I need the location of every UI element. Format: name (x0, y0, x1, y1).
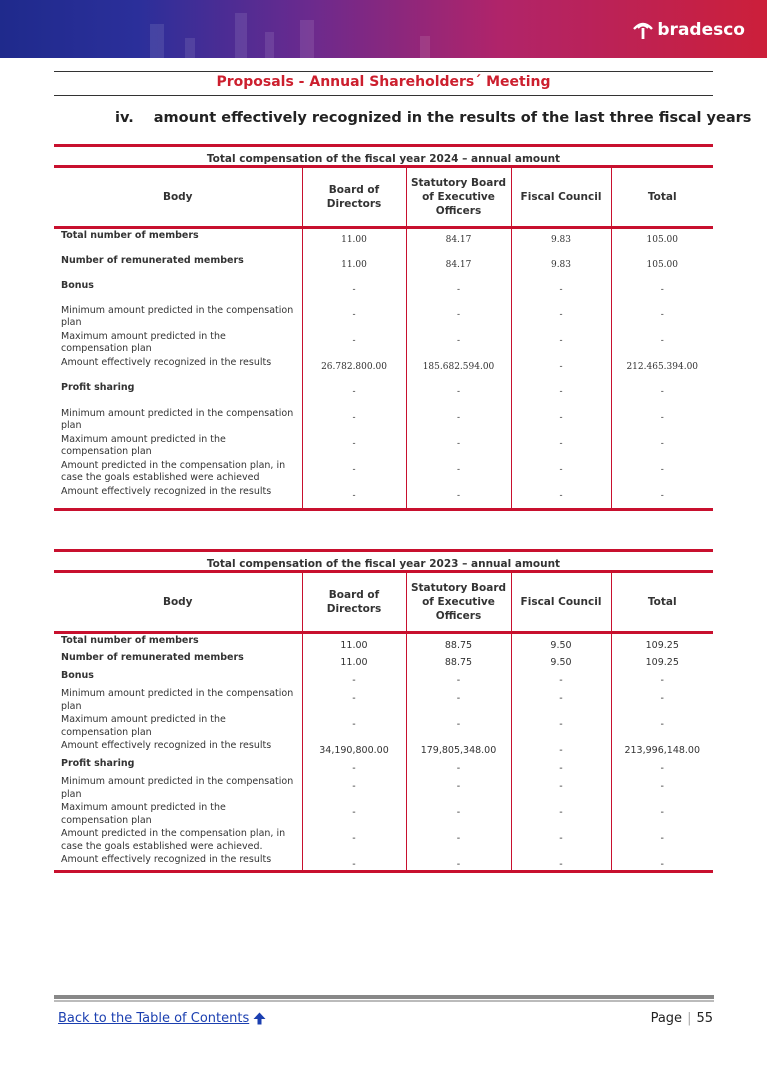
arrow-up-icon (253, 1012, 266, 1025)
row-value: - (611, 687, 713, 713)
row-value: 105.00 (611, 254, 713, 279)
row-label: Number of remunerated members (61, 652, 244, 663)
row-label: Maximum amount predicted in the compensation plan (61, 330, 226, 354)
row-value: - (611, 669, 713, 687)
row-value: - (511, 827, 611, 853)
header-rule-bottom (54, 95, 713, 96)
row-value: 213,996,148.00 (611, 739, 713, 757)
row-label: Profit sharing (61, 381, 135, 393)
footer-rule (54, 995, 714, 999)
table-row (54, 757, 713, 775)
row-label: Maximum amount predicted in the compensation plan (61, 802, 226, 826)
table-row (54, 330, 713, 356)
row-value: - (511, 330, 611, 356)
row-value: - (302, 433, 406, 459)
row-value: 34,190,800.00 (302, 739, 406, 757)
row-value: - (406, 775, 511, 801)
table-row (54, 827, 713, 853)
back-to-contents-link[interactable] (58, 1011, 266, 1026)
row-value: - (511, 801, 611, 827)
row-value: - (511, 669, 611, 687)
row-value: - (406, 279, 511, 304)
row-value: - (406, 433, 511, 459)
compensation-table-2023 (54, 549, 713, 873)
row-value: 88.75 (406, 633, 511, 652)
row-value: - (406, 485, 511, 510)
row-value: 9.83 (511, 254, 611, 279)
row-value: - (611, 330, 713, 356)
table-row (54, 669, 713, 687)
row-value: - (406, 757, 511, 775)
row-value: - (611, 381, 713, 407)
row-value: - (611, 775, 713, 801)
table-row (54, 801, 713, 827)
row-value: - (302, 304, 406, 330)
row-value: - (406, 669, 511, 687)
row-value: - (406, 687, 511, 713)
row-value: - (611, 801, 713, 827)
table-row (54, 485, 713, 510)
row-label: Amount predicted in the compensation plan, in case the goals established were achieved (61, 459, 286, 483)
row-value: - (611, 407, 713, 433)
row-value: 11.00 (302, 633, 406, 652)
row-value: - (302, 669, 406, 687)
row-label: Amount effectively recognized in the results (54, 485, 302, 510)
row-value: 212.465.394.00 (611, 356, 713, 381)
header-banner (0, 0, 767, 58)
row-value: - (302, 853, 406, 872)
row-label: Minimum amount predicted in the compensation plan (61, 688, 294, 712)
row-value: - (302, 330, 406, 356)
footer-rule-thin (54, 1000, 714, 1002)
row-label: Minimum amount predicted in the compensation plan (61, 776, 294, 800)
row-label: Total number of members (61, 230, 199, 241)
row-label: Bonus (61, 670, 94, 681)
row-value: - (302, 407, 406, 433)
row-value: 26.782.800.00 (302, 356, 406, 381)
row-label: Amount effectively recognized in the results (54, 853, 302, 872)
table-row (54, 254, 713, 279)
table-row (54, 713, 713, 739)
row-value: - (406, 304, 511, 330)
row-value: - (406, 713, 511, 739)
row-value: - (302, 381, 406, 407)
table-row (54, 775, 713, 801)
row-value: - (406, 853, 511, 872)
row-value: - (511, 757, 611, 775)
row-value: - (611, 485, 713, 510)
section-number: iv. (115, 110, 134, 126)
section-heading (115, 110, 751, 126)
row-value: - (511, 304, 611, 330)
row-value: - (511, 279, 611, 304)
table-row (54, 356, 713, 381)
row-value: 185.682.594.00 (406, 356, 511, 381)
row-value: 84.17 (406, 254, 511, 279)
row-value: - (302, 827, 406, 853)
row-value: 11.00 (302, 651, 406, 669)
row-value: 11.00 (302, 254, 406, 279)
row-value: - (611, 827, 713, 853)
table-row (54, 633, 713, 652)
row-value: 88.75 (406, 651, 511, 669)
page-number-value: 55 (696, 1011, 713, 1026)
table-title: Total compensation of the fiscal year 2024 – annual amount (54, 144, 713, 168)
row-value: - (302, 801, 406, 827)
column-header-body: Body (54, 573, 302, 633)
column-header-board-of-directors: Board of Directors (302, 168, 406, 228)
row-value: 105.00 (611, 228, 713, 254)
row-value: 109.25 (611, 651, 713, 669)
row-value: - (611, 853, 713, 872)
column-header-fiscal-council: Fiscal Council (511, 573, 611, 633)
column-header-body: Body (54, 168, 302, 228)
row-label: Minimum amount predicted in the compensation plan (61, 407, 294, 431)
column-header-board-of-directors: Board of Directors (302, 573, 406, 633)
table-row (54, 407, 713, 433)
row-value: - (406, 407, 511, 433)
column-header-total: Total (611, 573, 713, 633)
row-value: - (302, 757, 406, 775)
table-body (54, 633, 713, 872)
row-value: - (406, 330, 511, 356)
bradesco-tree-icon (632, 20, 654, 40)
row-value: - (611, 459, 713, 485)
row-value: - (511, 853, 611, 872)
row-label: Maximum amount predicted in the compensation plan (61, 433, 226, 457)
row-label: Bonus (61, 279, 94, 291)
row-value: - (511, 356, 611, 381)
table-row (54, 381, 713, 407)
row-value: - (611, 713, 713, 739)
row-label: Number of remunerated members (61, 254, 244, 266)
column-header-executive-officers: Statutory Board of Executive Officers (406, 573, 511, 633)
row-value: - (302, 459, 406, 485)
row-value: - (406, 801, 511, 827)
document-title: Proposals - Annual Shareholders´ Meeting (216, 74, 551, 90)
row-value: 109.25 (611, 633, 713, 652)
row-value: - (511, 433, 611, 459)
row-value: 9.50 (511, 633, 611, 652)
table-row (54, 304, 713, 330)
table-body (54, 228, 713, 510)
row-value: - (611, 433, 713, 459)
row-value: 179,805,348.00 (406, 739, 511, 757)
back-link-label: Back to the Table of Contents (58, 1011, 250, 1026)
row-value: - (611, 304, 713, 330)
table-row (54, 459, 713, 485)
row-label: Amount predicted in the compensation plan, in case the goals established were achieved. (61, 828, 286, 852)
logo-text: bradesco (657, 20, 745, 40)
row-value: 9.50 (511, 651, 611, 669)
row-value: - (302, 279, 406, 304)
row-value: 9.83 (511, 228, 611, 254)
row-value: - (302, 713, 406, 739)
row-value: - (406, 827, 511, 853)
row-value: - (511, 739, 611, 757)
row-value: - (611, 279, 713, 304)
table-title: Total compensation of the fiscal year 2023 – annual amount (54, 549, 713, 573)
row-value: - (511, 459, 611, 485)
table-row (54, 228, 713, 254)
row-label: Amount effectively recognized in the results (61, 356, 272, 368)
row-label: Minimum amount predicted in the compensation plan (61, 304, 294, 328)
row-value: - (511, 687, 611, 713)
row-value: - (611, 757, 713, 775)
row-label: Total number of members (61, 635, 199, 646)
row-value: - (511, 381, 611, 407)
row-value: - (511, 407, 611, 433)
bradesco-logo (632, 20, 745, 40)
table-row (54, 739, 713, 757)
table-row (54, 651, 713, 669)
row-value: - (302, 687, 406, 713)
table-row (54, 853, 713, 872)
column-header-fiscal-council: Fiscal Council (511, 168, 611, 228)
row-value: 11.00 (302, 228, 406, 254)
header-rule-top (54, 71, 713, 72)
row-value: - (511, 713, 611, 739)
page-number: Page | 55 (650, 1011, 713, 1026)
row-value: - (511, 485, 611, 510)
row-value: - (302, 485, 406, 510)
row-label: Maximum amount predicted in the compensation plan (61, 714, 226, 738)
table-row (54, 433, 713, 459)
table-row (54, 687, 713, 713)
column-header-executive-officers: Statutory Board of Executive Officers (406, 168, 511, 228)
compensation-table-2024 (54, 144, 713, 511)
row-label: Amount effectively recognized in the results (61, 740, 272, 751)
row-label: Profit sharing (61, 758, 135, 769)
table-row (54, 279, 713, 304)
row-value: - (511, 775, 611, 801)
row-value: 84.17 (406, 228, 511, 254)
section-title: amount effectively recognized in the results of the last three fiscal years (153, 110, 752, 126)
row-value: - (406, 459, 511, 485)
row-value: - (302, 775, 406, 801)
page-label: Page (650, 1011, 683, 1026)
column-header-total: Total (611, 168, 713, 228)
row-value: - (406, 381, 511, 407)
